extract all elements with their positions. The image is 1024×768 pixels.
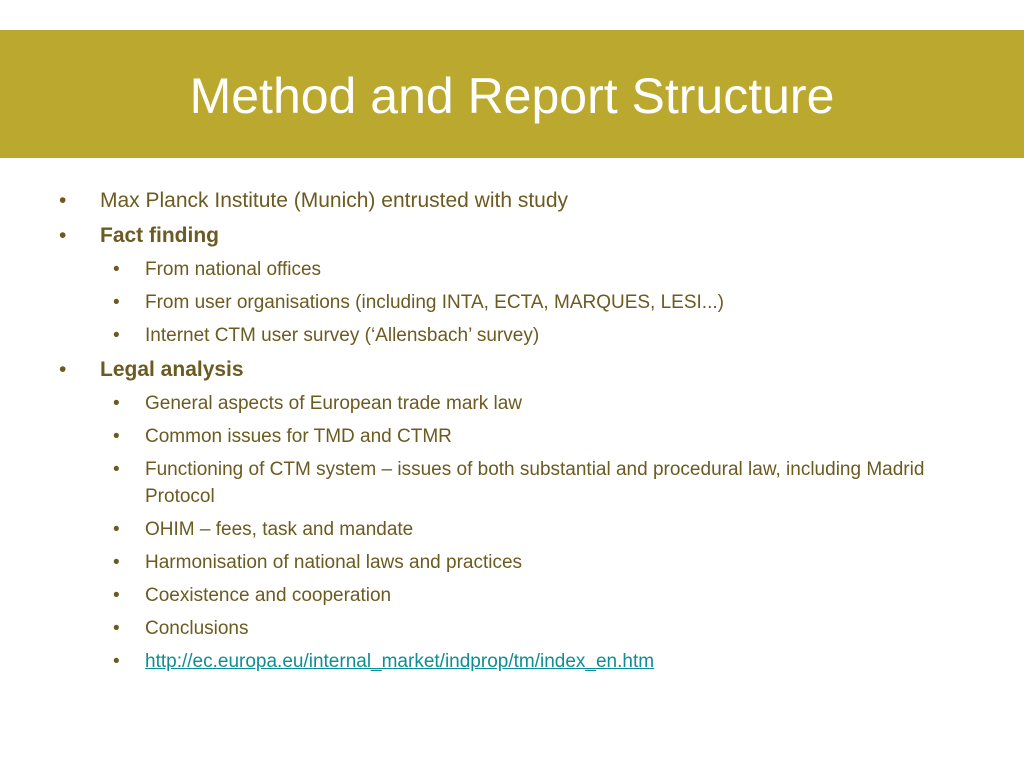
list-item-text: Functioning of CTM system – issues of both substantial and procedural law, including Madrid Protocol [145,459,925,507]
list-item-text: From user organisations (including INTA, ECTA, MARQUES, LESI...) [145,292,724,313]
bullet-icon: • [113,552,120,573]
list-item-text: Conclusions [145,618,249,639]
bullet-list [56,186,936,681]
bullet-icon: • [113,426,120,447]
list-item [56,549,936,576]
list-item-text: Max Planck Institute (Munich) entrusted with study [100,189,569,212]
list-item [56,289,936,316]
list-item-heading-fact-finding [56,221,936,251]
list-item [56,582,936,609]
list-item-text: Internet CTM user survey (‘Allensbach’ survey) [145,325,540,346]
bullet-icon: • [59,189,67,212]
list-item [56,256,936,283]
list-item-text: Common issues for TMD and CTMR [145,426,452,447]
bullet-icon: • [113,585,120,606]
bullet-icon: • [113,259,120,280]
list-item-text: Legal analysis [100,358,244,381]
list-item [56,390,936,417]
list-item-text: OHIM – fees, task and mandate [145,519,414,540]
list-item-text: Coexistence and cooperation [145,585,392,606]
bullet-icon: • [113,459,120,480]
bullet-icon: • [59,358,67,381]
list-item [56,322,936,349]
reference-link[interactable]: http://ec.europa.eu/internal_market/indprop/tm/index_en.htm [145,651,655,672]
bullet-icon: • [113,292,120,313]
list-item-text: General aspects of European trade mark law [145,393,523,414]
list-item [56,456,936,510]
bullet-icon: • [113,519,120,540]
bullet-icon: • [59,224,67,247]
bullet-icon: • [113,325,120,346]
list-item [56,648,936,675]
list-item [56,516,936,543]
list-item-heading-legal-analysis [56,355,936,385]
list-item [56,615,936,642]
bullet-icon: • [113,393,120,414]
list-item-text: Fact finding [100,224,219,247]
list-item [56,186,936,216]
list-item-text: Harmonisation of national laws and practices [145,552,523,573]
slide-title: Method and Report Structure [189,68,835,124]
bullet-icon: • [113,651,120,672]
bullet-icon: • [113,618,120,639]
list-item [56,423,936,450]
list-item-text: From national offices [145,259,322,280]
